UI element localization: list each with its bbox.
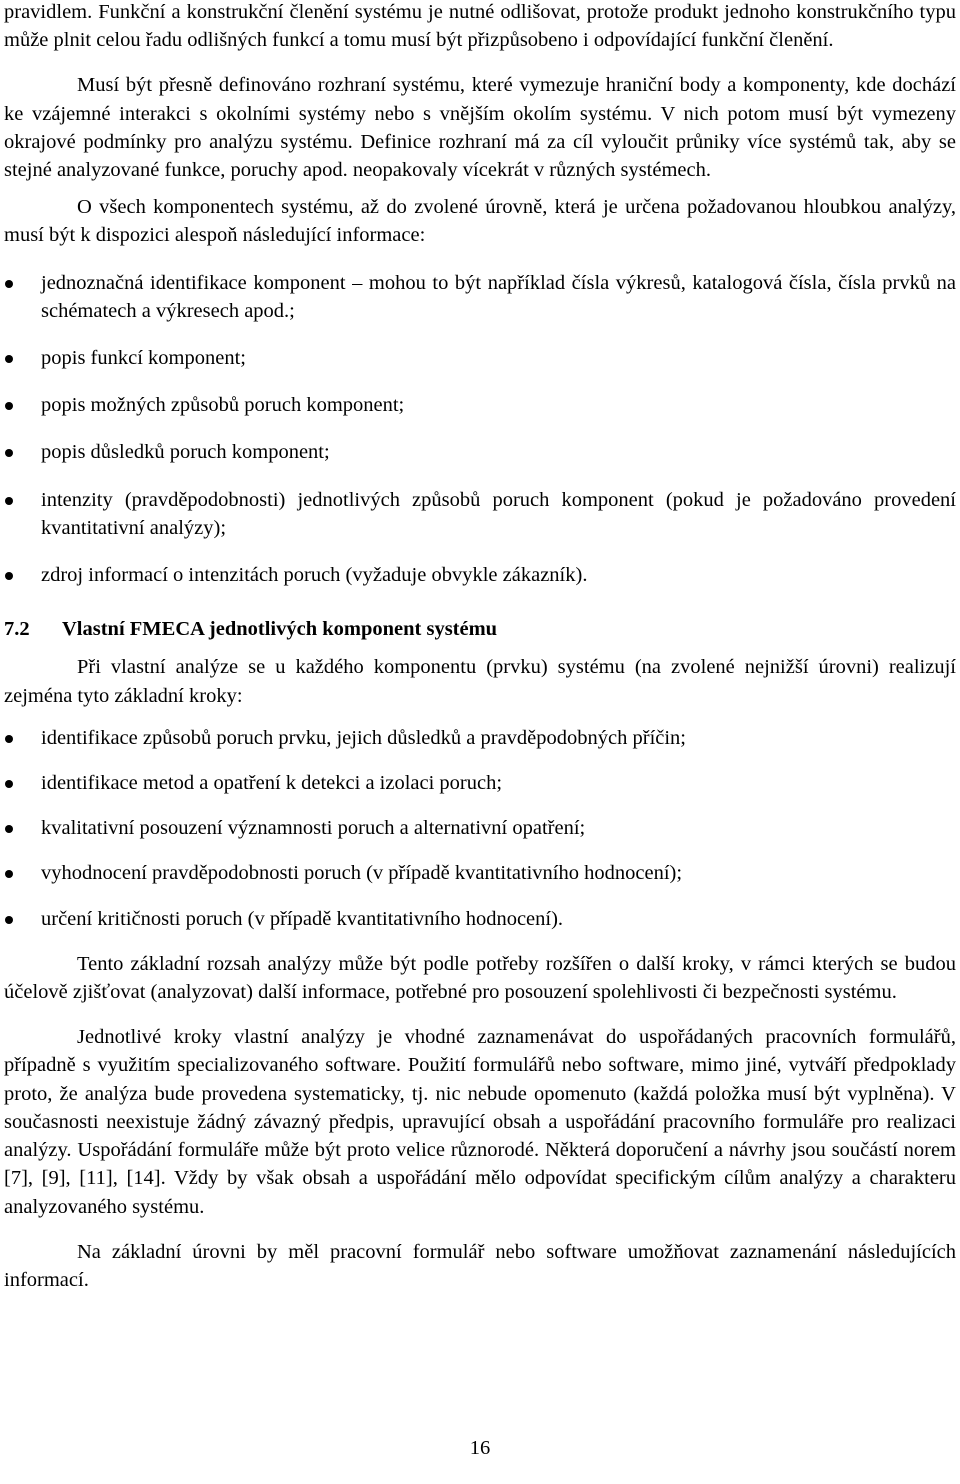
paragraph-continuation: pravidlem. Funkční a konstrukční členění systému je nutné odlišovat, protože produkt jednoho konstrukčního typu může plnit celou řadu odlišných funkcí a tomu musí být přizpůsobeno i odpovídající funkční členění. (4, 1, 956, 52)
bullet-icon (5, 402, 13, 410)
bullet-icon (5, 780, 13, 788)
list-item: popis možných způsobů poruch komponent; (4, 391, 956, 419)
section-number: 7.2 (4, 618, 30, 641)
list-item: kvalitativní posouzení významnosti poruch a alternativní opatření; (4, 814, 956, 842)
list-item: identifikace metod a opatření k detekci a izolaci poruch; (4, 769, 956, 797)
paragraph-component-info: O všech komponentech systému, až do zvolené úrovně, která je určena požadovanou hloubkou analýzy, musí být k dispozici alespoň následující informace: (4, 196, 956, 247)
section-heading (4, 615, 956, 643)
paragraph-analysis-steps-intro: Při vlastní analýze se u každého komponentu (prvku) systému (na zvolené nejnižší úrovni) realizují zejména tyto základní kroky: (4, 656, 956, 707)
list-item: popis funkcí komponent; (4, 344, 956, 372)
section-title: Vlastní FMECA jednotlivých komponent systému (62, 618, 498, 641)
paragraph-scope-extension: Tento základní rozsah analýzy může být podle potřeby rozšířen o další kroky, v rámci kterých se budou účelově zjišťovat (analyzovat) další informace, potřebné pro posouzení spolehlivosti či bezpečnosti systému. (4, 952, 956, 1004)
page-number: 16 (469, 1437, 491, 1459)
paragraph-interface-definition: Musí být přesně definováno rozhraní systému, které vymezuje hraniční body a komponenty, kde dochází ke vzájemné interakci s okolními systémy nebo s vnějším okolím systému. V nich potom musí být vymezeny okrajové podmínky pro analýzu systému. Definice rozhraní má za cíl vyloučit průniky více systémů tak, aby se stejné analyzované funkce, poruchy apod. neopakovaly vícekrát v různých systémech. (4, 74, 956, 182)
paragraph-worksheets: Jednotlivé kroky vlastní analýzy je vhodné zaznamenávat do uspořádaných pracovních formulářů, případně s využitím specializovaného software. Použití formulářů nebo software, mimo jiné, vytváří předpoklady proto, že analýza bude provedena systematicky, tj. nic nebude opomenuto (každá položka musí být vyplněna). V současnosti neexistuje žádný závazný předpis, upravující obsah a uspořádání pracovního formuláře pro realizaci analýzy. Uspořádání formuláře může být proto velice různorodé. Některá doporučení a návrhy jsou součástí norem [7], [9], [11], [14]. Vždy by však obsah a uspořádání mělo odpovídat specifickým cílům analýzy a charakteru analyzovaného systému. (4, 1026, 956, 1218)
bullet-icon (5, 916, 13, 924)
list-item: vyhodnocení pravděpodobnosti poruch (v případě kvantitativního hodnocení); (4, 859, 956, 887)
list-item: identifikace způsobů poruch prvku, jejich důsledků a pravděpodobných příčin; (4, 724, 956, 752)
bullet-icon (5, 355, 13, 363)
bullet-icon (5, 572, 13, 580)
bullet-icon (5, 449, 13, 457)
analysis-steps-list (4, 724, 956, 933)
bullet-icon (5, 870, 13, 878)
list-item: zdroj informací o intenzitách poruch (vyžaduje obvykle zákazník). (4, 561, 956, 589)
paragraph-worksheet-fields: Na základní úrovni by měl pracovní formulář nebo software umožňovat zaznamenání následujících informací. (4, 1240, 956, 1291)
bullet-icon (5, 825, 13, 833)
document-page (4, 0, 956, 1294)
list-item: určení kritičnosti poruch (v případě kvantitativního hodnocení). (4, 905, 956, 933)
bullet-icon (5, 280, 13, 288)
bullet-icon (5, 735, 13, 743)
component-info-list (4, 269, 956, 590)
list-item: jednoznačná identifikace komponent – mohou to být například čísla výkresů, katalogová čísla, čísla prvků na schématech a výkresech apod.; (4, 269, 956, 325)
list-item: intenzity (pravděpodobnosti) jednotlivých způsobů poruch komponent (pokud je požadováno provedení kvantitativní analýzy); (4, 486, 956, 542)
bullet-icon (5, 497, 13, 505)
list-item: popis důsledků poruch komponent; (4, 438, 956, 466)
